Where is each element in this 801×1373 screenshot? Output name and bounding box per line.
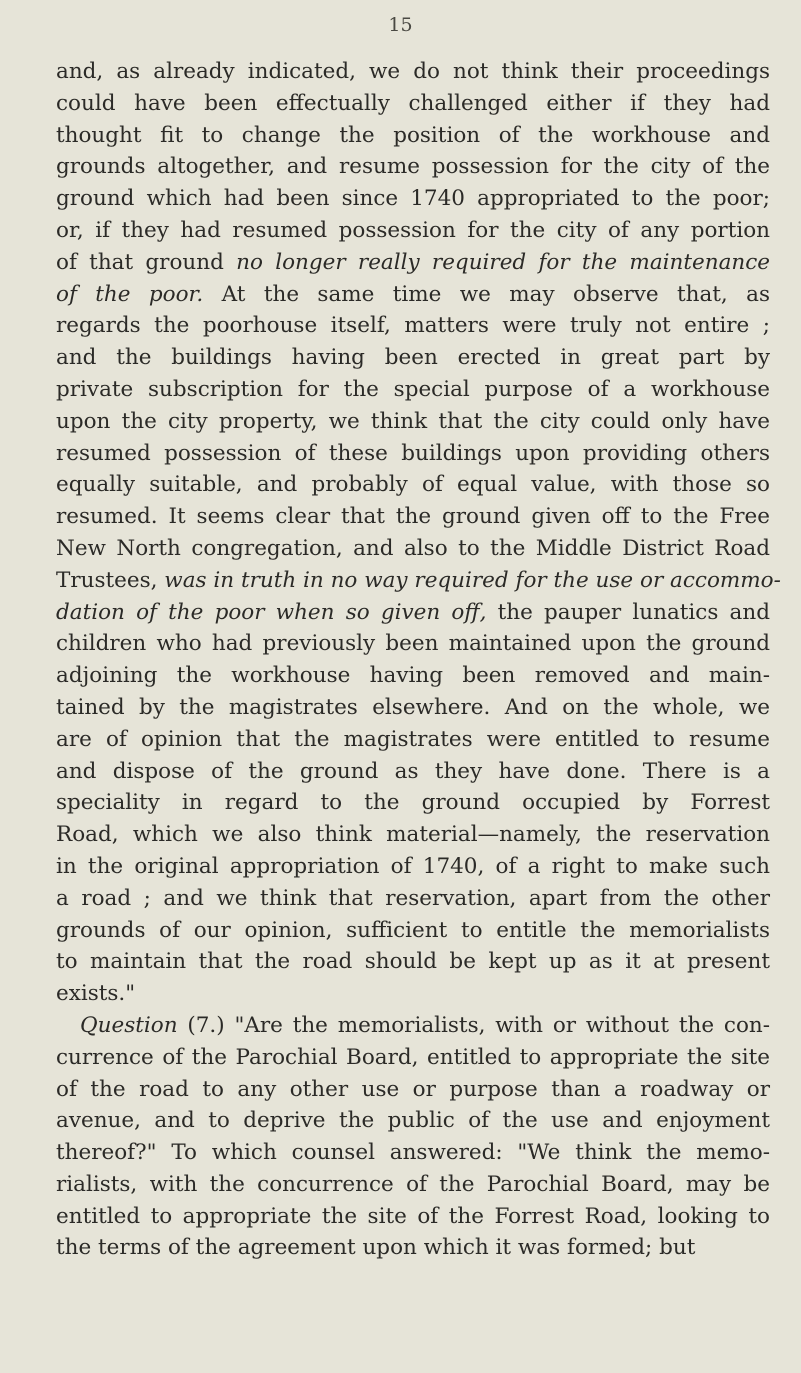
text-run: Road, which we also think material—namely, the reservation xyxy=(56,822,770,848)
page-number: 15 xyxy=(388,14,413,36)
text-run: resumed. It seems clear that the ground given off to the Free xyxy=(56,504,770,530)
text-line xyxy=(56,151,770,183)
text-run: rialists, with the concurrence of the Parochial Board, may be xyxy=(56,1171,770,1197)
italic-text: Question xyxy=(80,1012,178,1038)
text-run: are of opinion that the magistrates were entitled to resume xyxy=(56,726,770,752)
text-line xyxy=(56,533,770,565)
text-run: to maintain that the road should be kept up as it at present xyxy=(56,949,770,975)
text-run: tained by the magistrates elsewhere. And on the whole, we xyxy=(56,694,770,720)
text-line xyxy=(56,565,781,597)
text-line xyxy=(56,310,770,342)
text-run: of the road to any other use or purpose than a roadway or xyxy=(56,1076,770,1102)
text-run: or, if they had resumed possession for the city of any portion xyxy=(56,217,770,243)
italic-text: of the poor. xyxy=(56,281,204,307)
text-run: grounds of our opinion, sufficient to entitle the memorialists xyxy=(56,917,770,943)
text-run: the pauper lunatics and xyxy=(486,599,770,625)
text-line xyxy=(56,374,770,406)
text-run: avenue, and to deprive the public of the use and enjoyment xyxy=(56,1108,770,1134)
text-line xyxy=(56,247,770,279)
text-run: of that ground xyxy=(56,249,237,275)
text-run: the terms of the agreement upon which it was formed; but xyxy=(56,1235,696,1261)
text-line xyxy=(56,406,770,438)
italic-text: was in truth in no way required for the use or accommo- xyxy=(164,567,781,593)
text-run: adjoining the workhouse having been removed and main- xyxy=(56,663,770,689)
text-run: a road ; and we think that reservation, apart from the other xyxy=(56,885,770,911)
text-line xyxy=(56,1074,770,1106)
text-line xyxy=(56,88,770,120)
text-line xyxy=(56,660,770,692)
text-run: thereof?" To which counsel answered: "We think the memo- xyxy=(56,1140,770,1166)
text-run: equally suitable, and probably of equal value, with those so xyxy=(56,472,770,498)
text-line xyxy=(56,1010,770,1042)
text-run: ground which had been since 1740 appropriated to the poor; xyxy=(56,186,770,212)
text-line xyxy=(56,501,770,533)
text-line xyxy=(56,946,770,978)
text-line xyxy=(56,787,770,819)
text-run: and the buildings having been erected in great part by xyxy=(56,345,770,371)
text-line xyxy=(56,978,770,1010)
text-run: Trustees, xyxy=(56,567,165,593)
text-line xyxy=(56,628,770,660)
text-line xyxy=(56,756,770,788)
text-run: could have been effectually challenged either if they had xyxy=(56,90,770,116)
text-run: and, as already indicated, we do not think their proceedings xyxy=(56,59,770,84)
text-line xyxy=(56,851,770,883)
text-line xyxy=(56,469,770,501)
text-line xyxy=(56,819,770,851)
text-line xyxy=(56,1042,770,1074)
text-run: private subscription for the special purpose of a workhouse xyxy=(56,376,770,402)
body-text xyxy=(56,56,781,1264)
italic-text: dation of the poor when so given off, xyxy=(56,599,487,625)
text-run: entitled to appropriate the site of the Forrest Road, looking to xyxy=(56,1203,770,1229)
text-line xyxy=(56,597,770,629)
text-line xyxy=(56,724,770,756)
text-run: and dispose of the ground as they have done. There is a xyxy=(56,758,770,784)
text-line xyxy=(56,342,770,374)
text-line xyxy=(56,1105,770,1137)
text-run: children who had previously been maintained upon the ground xyxy=(56,631,770,657)
text-line xyxy=(56,183,770,215)
text-line xyxy=(56,883,770,915)
text-line xyxy=(56,1137,770,1169)
text-line xyxy=(56,915,770,947)
text-line xyxy=(56,215,770,247)
text-run: resumed possession of these buildings upon providing others xyxy=(56,440,770,466)
text-line xyxy=(56,1232,770,1264)
text-run: currence of the Parochial Board, entitled to appropriate the site xyxy=(56,1044,770,1070)
text-line xyxy=(56,1201,770,1233)
text-line xyxy=(56,692,770,724)
text-run: upon the city property, we think that the city could only have xyxy=(56,408,770,434)
text-run: regards the poorhouse itself, matters were truly not entire ; xyxy=(56,313,770,339)
italic-text: no longer really required for the maintenance xyxy=(236,249,770,275)
text-run: exists." xyxy=(56,981,136,1007)
text-run: (7.) "Are the memorialists, with or without the con- xyxy=(177,1012,770,1038)
text-run: speciality in regard to the ground occupied by Forrest xyxy=(56,790,770,816)
text-line xyxy=(56,438,770,470)
text-line xyxy=(56,120,770,152)
text-run: New North congregation, and also to the Middle District Road xyxy=(56,535,770,561)
text-run: grounds altogether, and resume possession for the city of the xyxy=(56,154,770,180)
text-line xyxy=(56,1169,770,1201)
text-run: thought fit to change the position of the workhouse and xyxy=(56,122,770,148)
text-run: At the same time we may observe that, as xyxy=(203,281,770,307)
text-line xyxy=(56,56,770,88)
text-line xyxy=(56,279,770,311)
text-run: in the original appropriation of 1740, of a right to make such xyxy=(56,853,770,879)
